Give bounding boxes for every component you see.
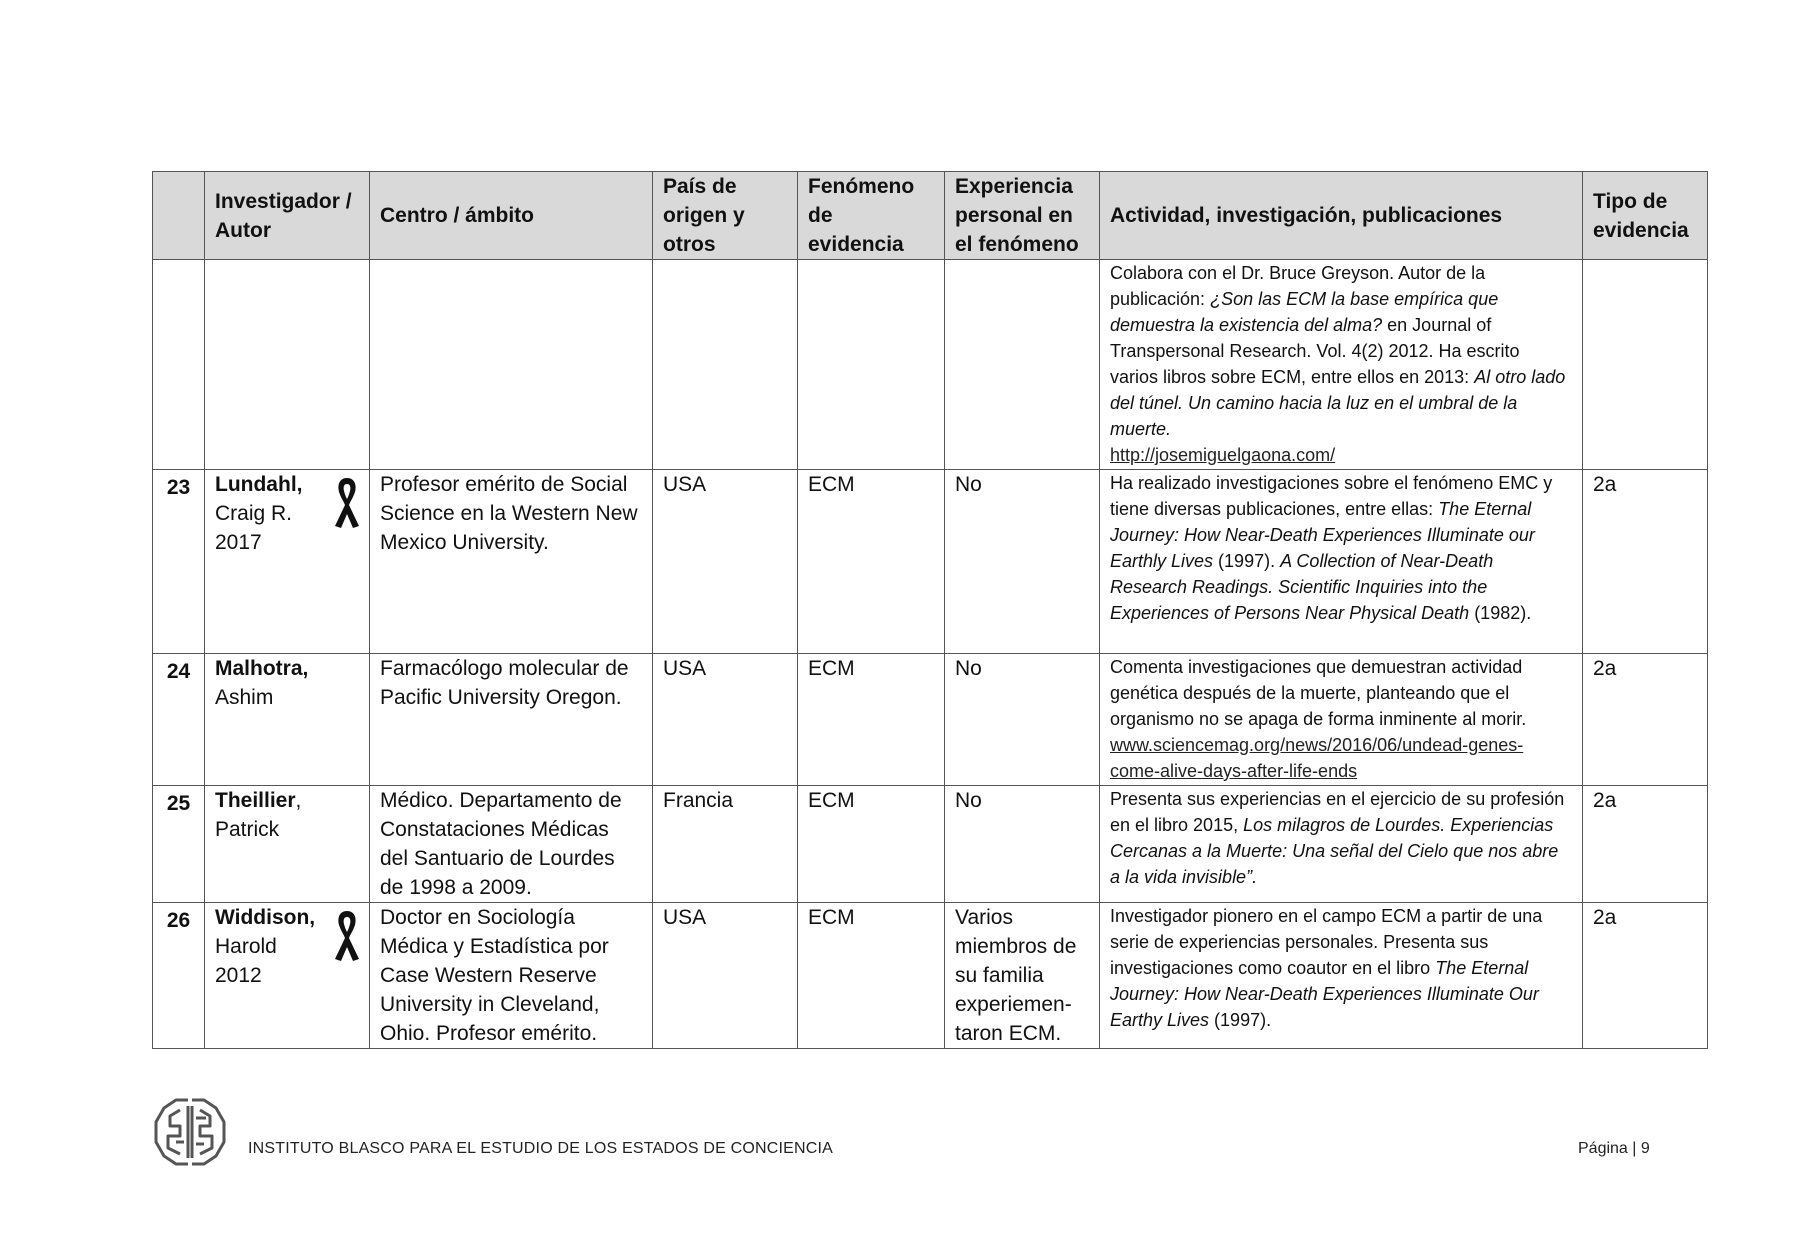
author-cell [205, 903, 370, 1049]
table-header-row [153, 172, 1708, 260]
author-cell [205, 470, 370, 654]
centro-cell: Profesor emérito de Social Science en la Western New Mexico University. [370, 470, 653, 654]
brain-logo-icon [150, 1092, 230, 1172]
fenomeno-cell: ECM [798, 903, 945, 1049]
author-surname: Lundahl, [215, 473, 303, 496]
experiencia-cell [945, 260, 1100, 470]
author-given-name: Harold [215, 935, 277, 958]
header-tipo: Tipo de evidencia [1583, 172, 1708, 260]
pais-cell: USA [653, 903, 798, 1049]
experiencia-cell: Varios miembros de su familia experiemen-taron ECM. [945, 903, 1100, 1049]
header-fenomeno: Fenómeno de evidencia [798, 172, 945, 260]
fenomeno-cell: ECM [798, 470, 945, 654]
table-row [153, 654, 1708, 786]
author-given-name: Patrick [215, 818, 280, 841]
fenomeno-cell: ECM [798, 786, 945, 903]
actividad-cell: Investigador pionero en el campo ECM a partir de una serie de experiencias personales. Presenta sus investigaciones como coautor en el libro The Eternal Journey: How Near-Death Experiences Illuminate Our Earthy Lives (1997). [1100, 903, 1583, 1049]
pais-cell: USA [653, 470, 798, 654]
table-row [153, 470, 1708, 654]
tipo-cell: 2a [1583, 654, 1708, 786]
row-number: 23 [153, 470, 205, 654]
pais-cell: Francia [653, 786, 798, 903]
author-surname: Malhotra, [215, 657, 309, 680]
actividad-cell: Comenta investigaciones que demuestran actividad genética después de la muerte, planteando que el organismo no se apaga de forma inminente al morir. www.sciencemag.org/news/2016/06/undead-genes-come-alive-days-after-life-ends [1100, 654, 1583, 786]
footer-institute: INSTITUTO BLASCO PARA EL ESTUDIO DE LOS ESTADOS DE CONCIENCIA [248, 1140, 834, 1157]
author-given-name: Craig R. [215, 502, 293, 525]
table-row [153, 786, 1708, 903]
page-number: Página | 9 [1578, 1140, 1650, 1157]
tipo-cell [1583, 260, 1708, 470]
author-year: 2012 [215, 964, 262, 987]
centro-cell: Médico. Departamento de Constataciones Médicas del Santuario de Lourdes de 1998 a 2009. [370, 786, 653, 903]
row-number: 24 [153, 654, 205, 786]
header-num [153, 172, 205, 260]
author-cell [205, 260, 370, 470]
header-actividad: Actividad, investigación, publicaciones [1100, 172, 1583, 260]
author-surname: Widdison, [215, 906, 316, 929]
tipo-cell: 2a [1583, 903, 1708, 1049]
experiencia-cell: No [945, 786, 1100, 903]
website-link[interactable]: http://josemiguelgaona.com/ [1110, 445, 1336, 465]
centro-cell: Doctor en Sociología Médica y Estadística por Case Western Reserve University in Cleveland, Ohio. Profesor emérito. [370, 903, 653, 1049]
author-surname: Theillier [215, 789, 296, 812]
mourning-ribbon-icon [331, 909, 363, 963]
num-cell [153, 260, 205, 470]
actividad-cell: Presenta sus experiencias en el ejercicio de su profesión en el libro 2015, Los milagros de Lourdes. Experiencias Cercanas a la Muerte: Una señal del Cielo que nos abre a la vida invisible”. [1100, 786, 1583, 903]
centro-cell [370, 260, 653, 470]
mourning-ribbon-icon [331, 476, 363, 530]
fenomeno-cell: ECM [798, 654, 945, 786]
fenomeno-cell [798, 260, 945, 470]
row-number: 26 [153, 903, 205, 1049]
experiencia-cell: No [945, 654, 1100, 786]
author-cell [205, 654, 370, 786]
author-given-name: Ashim [215, 686, 274, 709]
row-number: 25 [153, 786, 205, 903]
experiencia-cell: No [945, 470, 1100, 654]
tipo-cell: 2a [1583, 786, 1708, 903]
table-row [153, 903, 1708, 1049]
tipo-cell: 2a [1583, 470, 1708, 654]
author-cell: Theillier, Patrick [205, 786, 370, 903]
pais-cell [653, 260, 798, 470]
sciencemag-link[interactable]: www.sciencemag.org/news/2016/06/undead-genes-come-alive-days-after-life-ends [1110, 735, 1524, 781]
centro-cell: Farmacólogo molecular de Pacific University Oregon. [370, 654, 653, 786]
researchers-table [152, 171, 1708, 1049]
header-pais: País de origen y otros [653, 172, 798, 260]
header-centro: Centro / ámbito [370, 172, 653, 260]
actividad-cell: Colabora con el Dr. Bruce Greyson. Autor de la publicación: ¿Son las ECM la base empírica que demuestra la existencia del alma? en Journal of Transpersonal Research. Vol. 4(2) 2012. Ha escrito varios libros sobre ECM, entre ellos en 2013: Al otro lado del túnel. Un camino hacia la luz en el umbral de la muerte. http://josemiguelgaona.com/ [1100, 260, 1583, 470]
table-row [153, 260, 1708, 470]
header-investigador: Investigador / Autor [205, 172, 370, 260]
header-experiencia: Experiencia personal en el fenómeno [945, 172, 1100, 260]
pais-cell: USA [653, 654, 798, 786]
author-year: 2017 [215, 531, 262, 554]
actividad-cell: Ha realizado investigaciones sobre el fenómeno EMC y tiene diversas publicaciones, entre ellas: The Eternal Journey: How Near-Death Experiences Illuminate our Earthly Lives (1997). A Collection of Near-Death Research Readings. Scientific Inquiries into the Experiences of Persons Near Physical Death (1982). [1100, 470, 1583, 654]
